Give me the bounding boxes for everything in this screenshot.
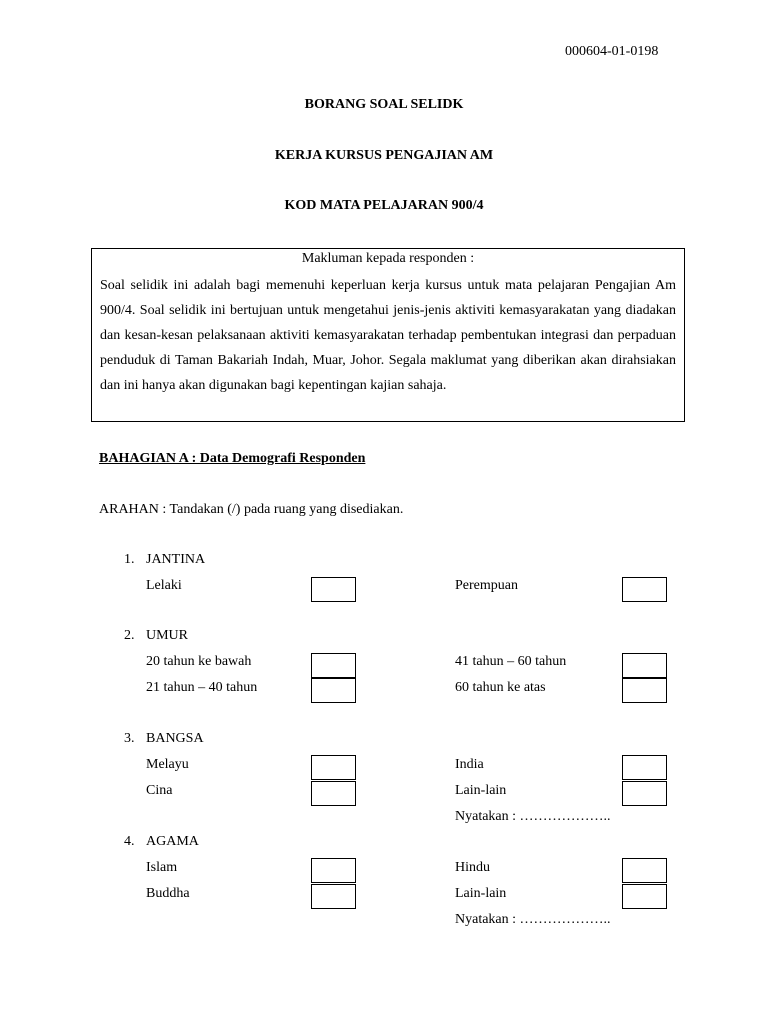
question-2-number: 2.: [124, 628, 135, 643]
option-buddha-label: Buddha: [146, 886, 190, 901]
option-islam-checkbox[interactable]: [311, 858, 356, 883]
option-cina-checkbox[interactable]: [311, 781, 356, 806]
option-melayu-checkbox[interactable]: [311, 755, 356, 780]
option-perempuan-label: Perempuan: [455, 578, 518, 593]
option-bangsa-lain-label: Lain-lain: [455, 783, 507, 798]
bangsa-specify-field[interactable]: Nyatakan : ………………..: [455, 809, 611, 824]
question-1-label: JANTINA: [146, 552, 206, 567]
agama-specify-field[interactable]: Nyatakan : ………………..: [455, 912, 611, 927]
option-lelaki-checkbox[interactable]: [311, 577, 356, 602]
option-60-above-label: 60 tahun ke atas: [455, 680, 546, 695]
question-4-number: 4.: [124, 834, 135, 849]
question-1-number: 1.: [124, 552, 135, 567]
option-21-40-checkbox[interactable]: [311, 678, 356, 703]
document-id: 000604-01-0198: [565, 44, 659, 59]
option-hindu-checkbox[interactable]: [622, 858, 667, 883]
option-buddha-checkbox[interactable]: [311, 884, 356, 909]
option-60-above-checkbox[interactable]: [622, 678, 667, 703]
option-cina-label: Cina: [146, 783, 173, 798]
subject-code-title: KOD MATA PELAJARAN 900/4: [284, 198, 484, 213]
option-bangsa-lain-checkbox[interactable]: [622, 781, 667, 806]
option-20-below-label: 20 tahun ke bawah: [146, 654, 252, 669]
option-islam-label: Islam: [146, 860, 178, 875]
question-2-label: UMUR: [146, 628, 189, 643]
option-hindu-label: Hindu: [455, 860, 490, 875]
option-perempuan-checkbox[interactable]: [622, 577, 667, 602]
form-title: BORANG SOAL SELIDK: [304, 97, 464, 112]
option-20-below-checkbox[interactable]: [311, 653, 356, 678]
option-lelaki-label: Lelaki: [146, 578, 182, 593]
question-4-label: AGAMA: [146, 834, 199, 849]
option-agama-lain-checkbox[interactable]: [622, 884, 667, 909]
notice-title: Makluman kepada responden :: [301, 251, 475, 266]
option-21-40-label: 21 tahun – 40 tahun: [146, 680, 258, 695]
section-a-instruction: ARAHAN : Tandakan (/) pada ruang yang disediakan.: [99, 502, 404, 517]
option-41-60-checkbox[interactable]: [622, 653, 667, 678]
question-3-number: 3.: [124, 731, 135, 746]
option-agama-lain-label: Lain-lain: [455, 886, 507, 901]
option-india-checkbox[interactable]: [622, 755, 667, 780]
option-41-60-label: 41 tahun – 60 tahun: [455, 654, 567, 669]
course-title: KERJA KURSUS PENGAJIAN AM: [274, 148, 494, 163]
question-3-label: BANGSA: [146, 731, 204, 746]
option-melayu-label: Melayu: [146, 757, 189, 772]
notice-body: Soal selidik ini adalah bagi memenuhi keperluan kerja kursus untuk mata pelajaran Pengajian Am 900/4. Soal selidik ini bertujuan untuk mengetahui jenis-jenis aktiviti kemasyarakatan yang diadakan dan kesan-kesan pelaksanaan aktiviti kemasyarakatan terhadap pembentukan integrasi dan perpaduan penduduk di Taman Bakariah Indah, Muar, Johor. Segala maklumat yang diberikan akan dirahsiakan dan ini hanya akan digunakan bagi kepentingan kajian sahaja.: [100, 278, 676, 393]
option-india-label: India: [455, 757, 484, 772]
respondent-notice-box: [91, 248, 685, 422]
section-a-heading: BAHAGIAN A : Data Demografi Responden: [99, 451, 366, 466]
